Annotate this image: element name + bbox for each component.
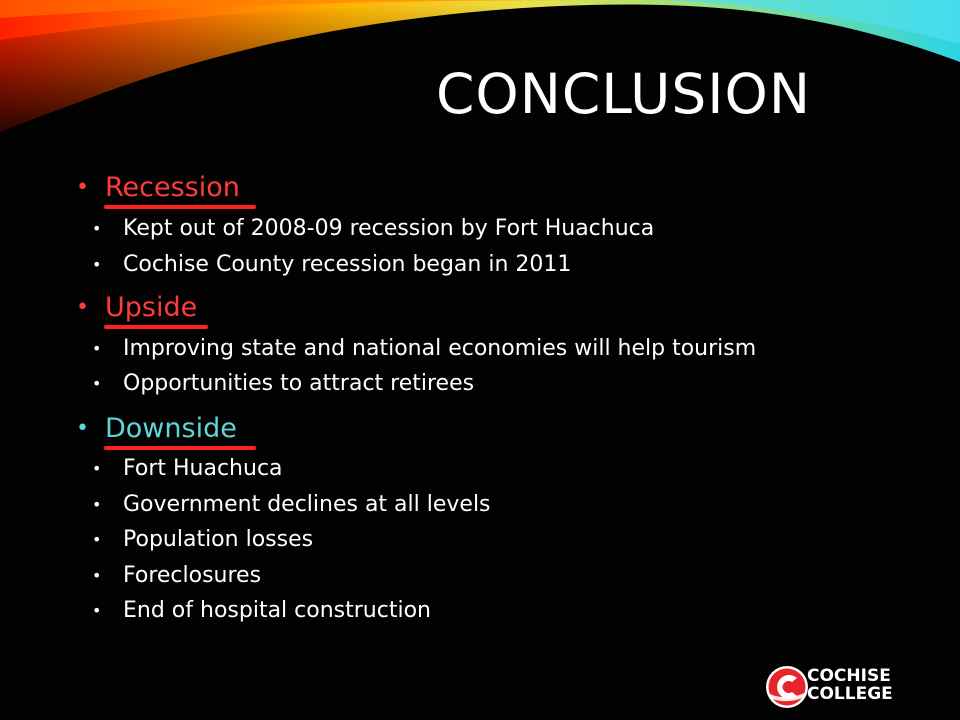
list-item-label: Foreclosures (123, 563, 262, 588)
bullet-icon: • (92, 601, 102, 620)
logo-line-1: COCHISE (807, 666, 891, 686)
heading-underline (104, 325, 208, 329)
section-heading-recession (76, 172, 276, 206)
list-item-label: End of hospital construction (123, 598, 431, 623)
slide-title: CONCLUSION (436, 62, 811, 126)
bullet-icon: • (92, 339, 102, 358)
bullet-icon: • (92, 374, 102, 393)
section-heading-upside (76, 292, 236, 326)
bullet-icon: • (92, 530, 102, 549)
list-item-label: Kept out of 2008-09 recession by Fort Huachuca (123, 216, 655, 241)
bullet-icon: • (92, 495, 102, 514)
bullet-icon: • (92, 566, 102, 585)
section-heading-downside (76, 413, 276, 447)
bullet-icon: • (76, 295, 89, 320)
list-item-label: Government declines at all levels (123, 492, 491, 517)
section-heading-label: Upside (105, 292, 198, 323)
section-heading-label: Downside (105, 413, 237, 444)
bullet-icon: • (92, 255, 102, 274)
bullet-icon: • (92, 459, 102, 478)
heading-underline (104, 205, 256, 209)
bullet-icon: • (76, 175, 89, 200)
logo-line-2: COLLEGE (807, 684, 893, 704)
list-item-label: Population losses (123, 527, 314, 552)
list-item-label: Cochise County recession began in 2011 (123, 252, 572, 277)
cochise-college-logo-icon (764, 664, 810, 710)
section-heading-label: Recession (105, 172, 240, 203)
list-item-label: Improving state and national economies will help tourism (123, 336, 757, 361)
list-item-label: Opportunities to attract retirees (123, 371, 475, 396)
bullet-icon: • (76, 416, 89, 441)
list-item-label: Fort Huachuca (123, 456, 283, 481)
heading-underline (104, 446, 256, 450)
cochise-college-logo (764, 664, 914, 710)
logo-wordmark (807, 667, 893, 703)
bullet-icon: • (92, 219, 102, 238)
